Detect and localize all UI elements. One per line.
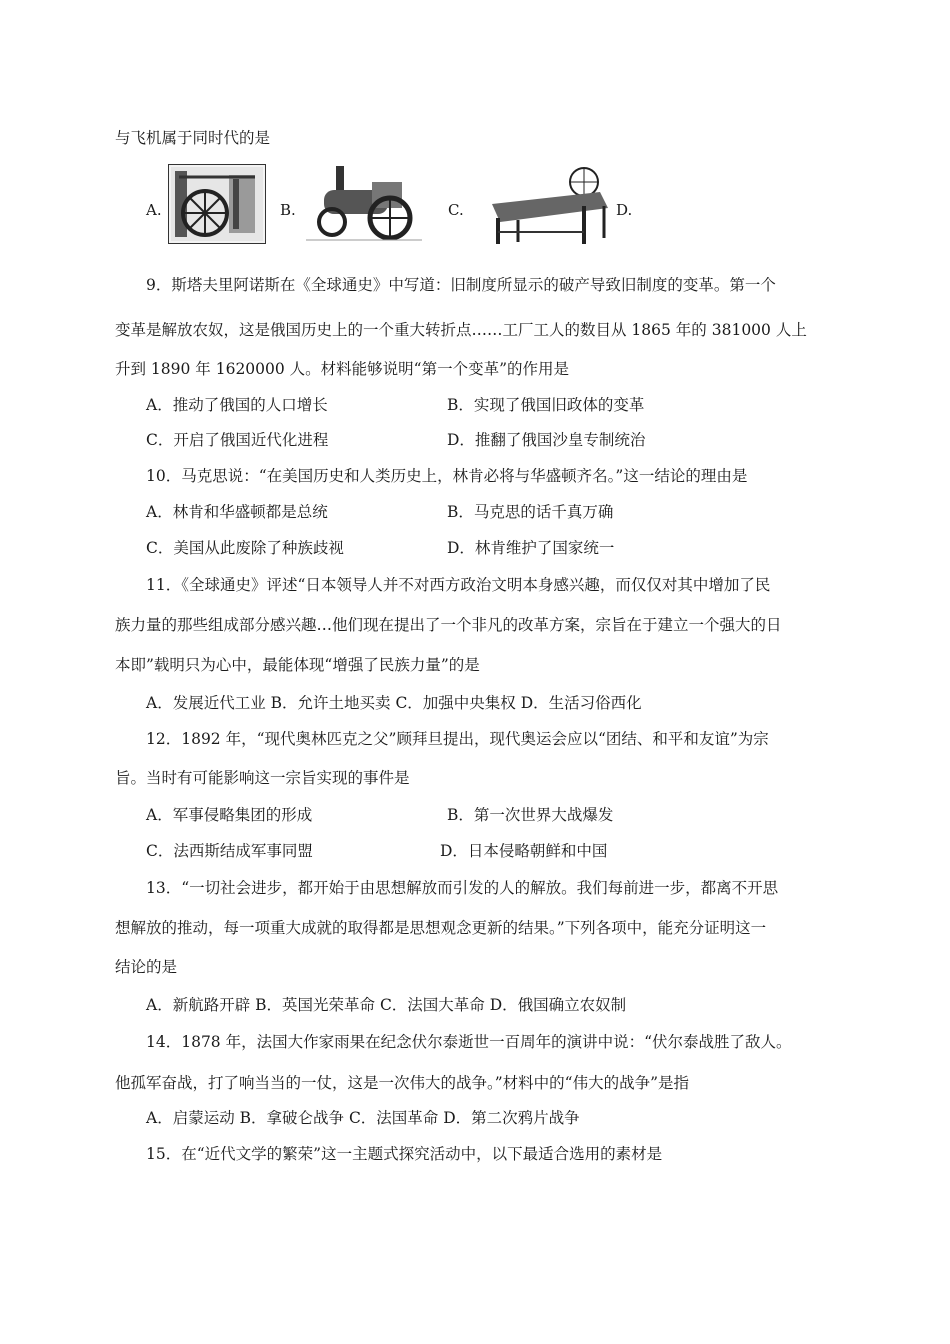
q10-option-d: D．林肯维护了国家统一: [447, 539, 615, 557]
q9-option-d: D．推翻了俄国沙皇专制统治: [447, 431, 646, 449]
q8-option-c-label: C.: [448, 201, 464, 219]
q14-options: A．启蒙运动 B．拿破仑战争 C．法国革命 D．第二次鸦片战争: [146, 1109, 580, 1127]
q15-stem: 15．在“近代文学的繁荣”这一主题式探究活动中，以下最适合选用的素材是: [146, 1145, 663, 1163]
q8-image-b-steam-tractor: [302, 162, 426, 244]
q9-option-a: A．推动了俄国的人口增长: [146, 396, 328, 414]
q8-image-c-spinning-jenny: [488, 164, 612, 246]
q9-stem-line-1: 9．斯塔夫里阿诺斯在《全球通史》中写道：旧制度所显示的破产导致旧制度的变革。第一个: [146, 276, 776, 294]
q10-option-a: A．林肯和华盛顿都是总统: [146, 503, 328, 521]
q9-stem-line-3: 升到 1890 年 1620000 人。材料能够说明“第一个变革”的作用是: [115, 360, 570, 378]
q11-stem-line-2: 族力量的那些组成部分感兴趣…他们现在提出了一个非凡的改革方案，宗旨在于建立一个强大的日: [115, 616, 782, 634]
q13-options: A．新航路开辟 B．英国光荣革命 C．法国大革命 D．俄国确立农奴制: [146, 996, 627, 1014]
q13-stem-line-1: 13．“一切社会进步，都开始于由思想解放而引发的人的解放。我们每前进一步，都离不开思: [146, 879, 779, 897]
q12-stem-line-2: 旨。当时有可能影响这一宗旨实现的事件是: [115, 769, 410, 787]
q10-option-c: C．美国从此废除了种族歧视: [146, 539, 344, 557]
q12-option-a: A．军事侵略集团的形成: [146, 806, 313, 824]
q8-option-b-label: B.: [280, 201, 296, 219]
q9-option-b: B．实现了俄国旧政体的变革: [447, 396, 645, 414]
q9-stem-line-2: 变革是解放农奴，这是俄国历史上的一个重大转折点……工厂工人的数目从 1865 年的 381000 人上: [115, 321, 807, 339]
q14-stem-line-2: 他孤军奋战，打了响当当的一仗，这是一次伟大的战争。”材料中的“伟大的战争”是指: [115, 1074, 690, 1092]
q8-option-a-label: A.: [146, 201, 162, 219]
q13-stem-line-3: 结论的是: [115, 958, 178, 976]
q12-option-d: D．日本侵略朝鲜和中国: [440, 842, 608, 860]
q12-option-c: C．法西斯结成军事同盟: [146, 842, 313, 860]
q11-stem-line-1: 11．《全球通史》评述“日本领导人并不对西方政治文明本身感兴趣，而仅仅对其中增加了民: [146, 576, 771, 594]
q8-image-a-watt-engine: [168, 164, 266, 244]
q12-stem-line-1: 12．1892 年，“现代奥林匹克之父”顾拜旦提出，现代奥运会应以“团结、和平和友谊”为宗: [146, 730, 769, 748]
q11-stem-line-3: 本即”载明只为心中，最能体现“增强了民族力量”的是: [115, 656, 480, 674]
q10-stem: 10．马克思说：“在美国历史和人类历史上，林肯必将与华盛顿齐名。”这一结论的理由是: [146, 467, 748, 485]
q8-option-d-label: D.: [616, 201, 633, 219]
q10-option-b: B．马克思的话千真万确: [447, 503, 614, 521]
q14-stem-line-1: 14．1878 年，法国大作家雨果在纪念伏尔泰逝世一百周年的演讲中说：“伏尔泰战胜了敌人。: [146, 1033, 792, 1051]
q9-option-c: C．开启了俄国近代化进程: [146, 431, 329, 449]
q12-option-b: B．第一次世界大战爆发: [447, 806, 614, 824]
question-8-intro: 与飞机属于同时代的是: [115, 129, 271, 147]
q11-options: A．发展近代工业 B．允许土地买卖 C．加强中央集权 D．生活习俗西化: [146, 694, 642, 712]
q13-stem-line-2: 想解放的推动，每一项重大成就的取得都是思想观念更新的结果。”下列各项中，能充分证明这一: [115, 919, 767, 937]
